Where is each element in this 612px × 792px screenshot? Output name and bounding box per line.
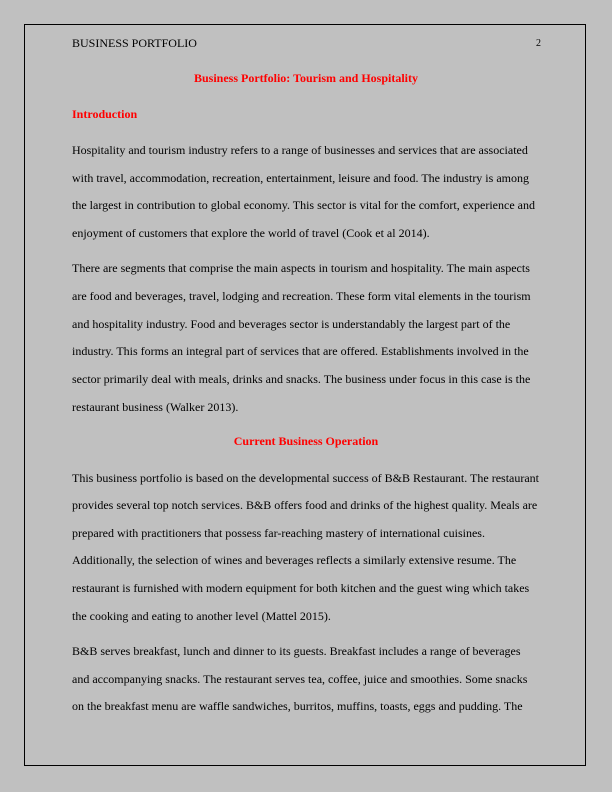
body-text-line: provides several top notch services. B&B offers food and drinks of the highest quality. Meals are [72,498,538,512]
document-title: Business Portfolio: Tourism and Hospitality [193,71,419,85]
body-text-line: the cooking and eating to another level (Mattel 2015). [72,609,331,623]
body-text-line: restaurant business (Walker 2013). [72,400,239,414]
body-text-line: and accompanying snacks. The restaurant serves tea, coffee, juice and smoothies. Some snacks [72,672,528,686]
body-text-line: Additionally, the selection of wines and beverages reflects a similarly extensive resume. The [72,553,517,567]
introduction-heading: Introduction [72,107,138,121]
body-text-line: enjoyment of customers that explore the world of travel (Cook et al 2014). [72,226,430,240]
section-heading: Current Business Operation [233,434,379,448]
body-text-line: on the breakfast menu are waffle sandwiches, burritos, muffins, toasts, eggs and pudding. The [72,699,523,713]
page-number: 2 [536,38,541,49]
body-text-line: This business portfolio is based on the developmental success of B&B Restaurant. The restaurant [72,471,540,485]
running-head: BUSINESS PORTFOLIO [72,36,197,50]
body-text-line: are food and beverages, travel, lodging and recreation. These form vital elements in the tourism [72,289,531,303]
body-text-line: the largest in contribution to global economy. This sector is vital for the comfort, experience and [72,198,535,212]
body-text-line: Hospitality and tourism industry refers to a range of businesses and services that are associated [72,143,528,157]
body-text-line: industry. This forms an integral part of services that are offered. Establishments involved in the [72,344,529,358]
body-text-line: prepared with practitioners that possess far-reaching mastery of international cuisines. [72,526,485,540]
body-text-line: There are segments that comprise the main aspects in tourism and hospitality. The main aspects [72,261,530,275]
body-text-line: restaurant is furnished with modern equipment for both kitchen and the guest wing which takes [72,581,530,595]
body-text-line: B&B serves breakfast, lunch and dinner to its guests. Breakfast includes a range of beverages [72,644,521,658]
body-text-line: and hospitality industry. Food and beverages sector is understandably the largest part of the [72,317,511,331]
body-text-line: sector primarily deal with meals, drinks and snacks. The business under focus in this case is the [72,372,531,386]
body-text-line: with travel, accommodation, recreation, entertainment, leisure and food. The industry is among [72,171,529,185]
